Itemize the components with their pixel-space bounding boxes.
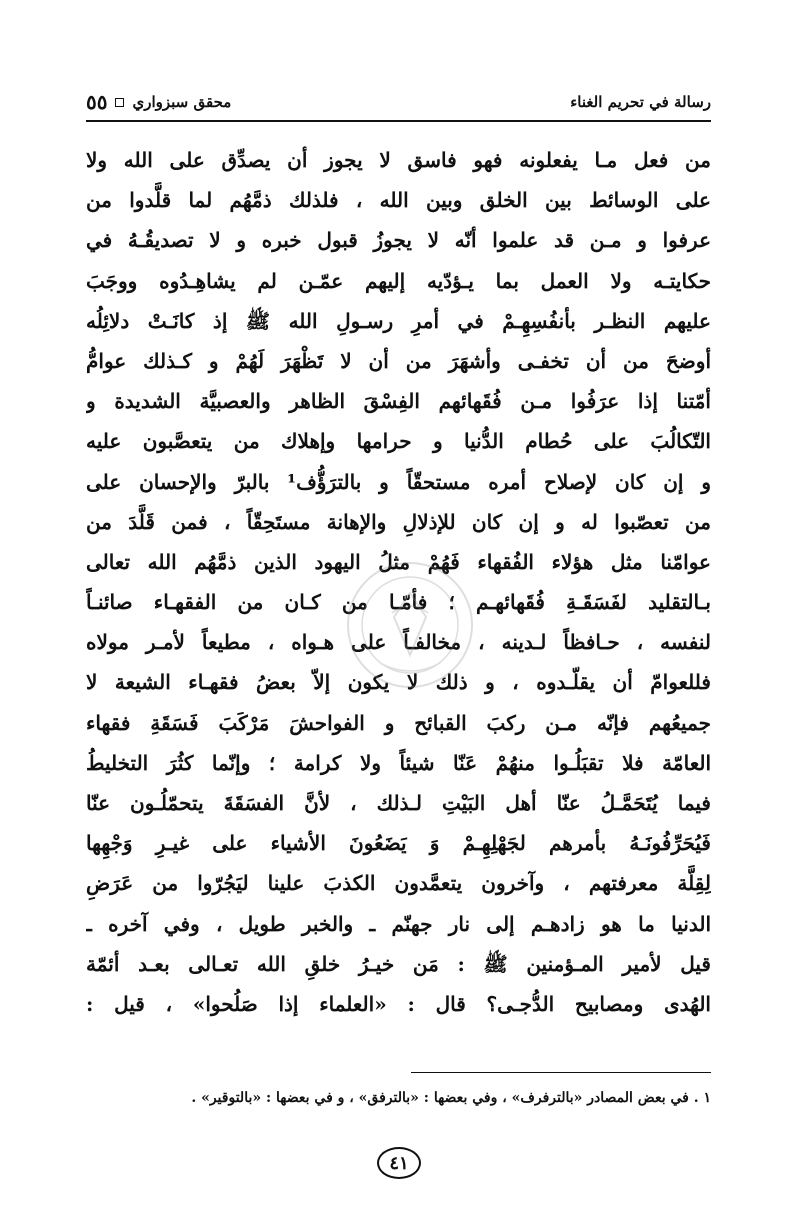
body-line: و إن كان لإصلاح أمره مستحقّاً و بالترَؤُّف¹ بالبرّ والإحسان على (86, 469, 711, 494)
header-page-number: ٥٥ (86, 90, 108, 114)
header-rule (86, 120, 711, 122)
body-line: بـالتقليد لفَسَقَـةِ فُقَهائهـم ؛ فأمّـا من كـان من الفقهـاء صائنـاً (86, 590, 711, 615)
body-text (86, 140, 711, 1024)
body-line: من تعصّبوا له و إن كان للإذلالِ والإهانة مستَحِقّاً ، فمن قَلَّدَ من (86, 509, 711, 534)
body-line: لنفسه ، حـافظاً لـدينه ، مخالفـاً على هـواه ، مطيعاً لأمـر مولاه (86, 630, 711, 655)
header-author: محقق سبزواري (132, 93, 232, 111)
body-line: عرفوا و مـن قد علموا أنّه لا يجوزُ قبول خبره و لا تصديقُـهُ في (86, 228, 711, 253)
body-line: فيما يُتَحَمَّـلُ عنّا أهل البَيْتِ لـذلك ، لأنَّ الفسَقَةَ يتحمّلُـون عنّا (86, 791, 711, 815)
header-separator-square-icon (115, 98, 124, 107)
body-line: الهُدى ومصابيح الدُّجـى؟ قال : «العلماء إذا صَلُحوا» ، قيل : (86, 991, 711, 1016)
header-title: رسالة في تحريم الغناء (570, 93, 711, 111)
header-author-group (86, 90, 231, 114)
body-line: فَيُحَرِّفُونَـهُ بأمرهم لجَهْلِهِـمْ وَ يَضَعُونَ الأشياء على غيـرِ وَجْهِها (86, 831, 711, 856)
body-line: على الوسائط بين الخلق وبين الله ، فلذلك ذمَّهُم لما قلَّدوا من (86, 188, 711, 213)
body-line: فللعوامّ أن يقلّـدوه ، و ذلك لا يكون إلاّ بعضُ فقهـاء الشيعة لا (86, 670, 711, 695)
body-line: من فعل مـا يفعلونه فهو فاسق لا يجوز أن يصدِّق على الله ولا (86, 148, 711, 172)
folio-page-number: ٤١ (377, 1147, 421, 1179)
body-line: لِقِلَّة معرفتهم ، وآخرون يتعمَّدون الكذبَ علينا ليَجُرّوا من عَرَضِ (86, 871, 711, 896)
footnote-rule (411, 1072, 711, 1073)
body-line: قيل لأمير المـؤمنين ﷺ : مَن خيـرُ خلقِ الله تعـالى بعـد أئمّة (86, 951, 711, 976)
body-line: عوامّنا مثل هؤلاء الفُقهاء فَهُمْ مثلُ اليهود الذين ذمَّهُم الله تعالى (86, 549, 711, 574)
running-header (86, 86, 711, 118)
footnote: ١ . في بعض المصادر «بالترفرف» ، وفي بعضها : «بالترفق» ، و في بعضها : «بالتوقير» . (191, 1090, 711, 1106)
body-line: الدنيا ما هو زادهـم إلى نار جهنّم ـ والخبر طويل ، وفي آخره ـ (86, 911, 711, 936)
body-line: أوضحَ من أن تخفـى وأشهَرَ من أن لا تَظْهَرَ لَهُمْ و كـذلك عوامُّ (86, 348, 711, 373)
body-line: حكايتـه ولا العمل بما يـؤدّيه إليهم عمّـن لم يشاهِـدُوه ووجَبَ (86, 268, 711, 293)
body-line: أمّتنا إذا عرَفُوا مـن فُقَهائهم الفِسْقَ الظاهر والعصبيَّة الشديدة و (86, 389, 711, 414)
body-line: التّكالُبَ على حُطام الدُّنيا و حرامها وإهلاك من يتعصَّبون عليه (86, 429, 711, 454)
body-line: جميعُهم فإنّه مـن ركبَ القبائح و الفواحشَ مَرْكَبَ فَسَقَةِ فقهاء (86, 710, 711, 735)
body-line: عليهم النظـر بأنفُسِهِـمْ في أمرِ رسـولِ الله ﷺ إذ كانَـتْ دلائِلُه (86, 308, 711, 333)
body-line: العامّة فلا تقبَلُـوا منهُمْ عَنّا شيئاً ولا كرامة ؛ وإنّما كثُرَ التخليطُ (86, 750, 711, 775)
